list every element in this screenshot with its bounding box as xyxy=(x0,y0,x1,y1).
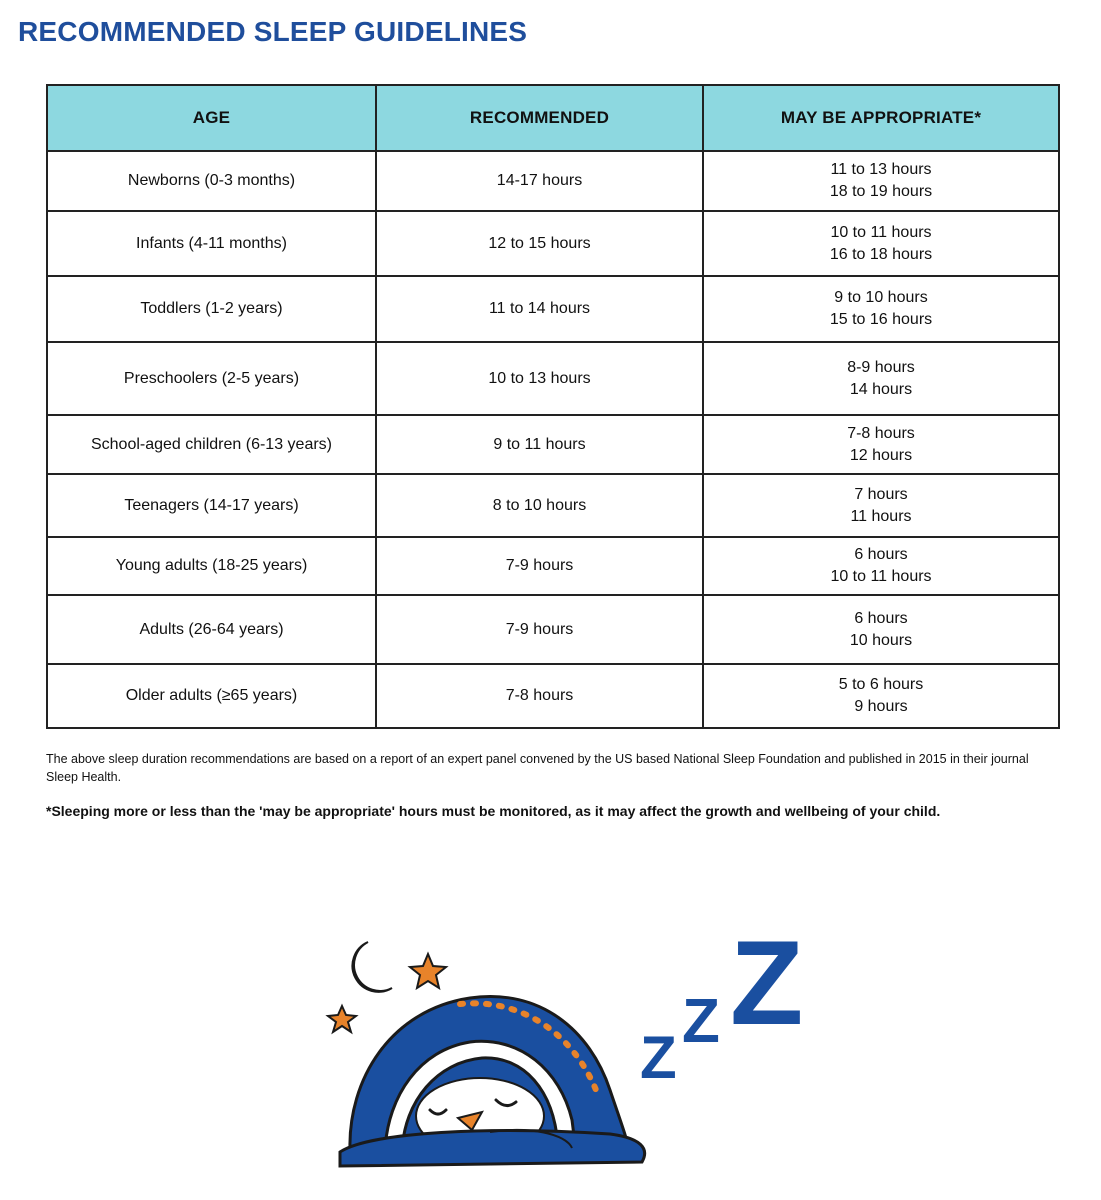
appropriate-cell xyxy=(703,342,1059,415)
appropriate-low: 7-8 hours xyxy=(847,424,915,442)
table-row xyxy=(47,211,1059,276)
table-row xyxy=(47,415,1059,474)
table-row xyxy=(47,474,1059,537)
table-row xyxy=(47,537,1059,595)
appropriate-cell xyxy=(703,415,1059,474)
star-icon xyxy=(328,1006,356,1032)
appropriate-high: 10 to 11 hours xyxy=(830,568,932,585)
age-cell: Teenagers (14-17 years) xyxy=(47,474,376,537)
recommended-cell: 7-9 hours xyxy=(376,537,703,595)
age-cell: Newborns (0-3 months) xyxy=(47,151,376,211)
age-cell: Young adults (18-25 years) xyxy=(47,537,376,595)
appropriate-low: 9 to 10 hours xyxy=(834,289,928,306)
appropriate-low: 5 to 6 hours xyxy=(838,676,924,693)
appropriate-high: 15 to 16 hours xyxy=(829,311,933,328)
recommended-cell: 8 to 10 hours xyxy=(376,474,703,537)
appropriate-cell xyxy=(703,276,1059,342)
recommended-cell: 12 to 15 hours xyxy=(376,211,703,276)
table-header-row xyxy=(47,85,1059,151)
table-row xyxy=(47,664,1059,728)
appropriate-cell xyxy=(703,151,1059,211)
recommended-cell: 7-9 hours xyxy=(376,595,703,664)
source-note: The above sleep duration recommendations are based on a report of an expert panel convened by the US based National Sleep Foundation and published in 2015 in their journal Sleep Health. xyxy=(46,752,1029,784)
appropriate-low: 6 hours xyxy=(854,609,908,627)
recommended-cell: 10 to 13 hours xyxy=(376,342,703,415)
moon-icon xyxy=(352,942,392,992)
sleeping-penguin-illustration xyxy=(310,920,830,1180)
appropriate-cell xyxy=(703,537,1059,595)
age-cell: Preschoolers (2-5 years) xyxy=(47,342,376,415)
appropriate-high: 14 hours xyxy=(849,380,913,398)
appropriate-cell xyxy=(703,595,1059,664)
star-icon xyxy=(410,954,446,988)
appropriate-low: 10 to 11 hours xyxy=(830,223,932,241)
page-title: RECOMMENDED SLEEP GUIDELINES xyxy=(18,16,528,47)
z-small: Z xyxy=(640,1024,677,1091)
monitoring-note: *Sleeping more or less than the 'may be appropriate' hours must be monitored, as it may affect the growth and wellbeing of your child. xyxy=(46,803,941,819)
age-cell: Infants (4-11 months) xyxy=(47,211,376,276)
table-row xyxy=(47,342,1059,415)
table-row xyxy=(47,276,1059,342)
appropriate-cell xyxy=(703,211,1059,276)
sleep-guidelines-table xyxy=(46,84,1060,729)
appropriate-cell xyxy=(703,474,1059,537)
table-row xyxy=(47,151,1059,211)
z-large: Z xyxy=(730,920,804,1050)
recommended-cell: 14-17 hours xyxy=(376,151,703,211)
appropriate-high: 11 hours xyxy=(850,507,912,525)
appropriate-high: 16 to 18 hours xyxy=(829,245,933,263)
appropriate-low: 11 to 13 hours xyxy=(830,161,932,178)
appropriate-high: 10 hours xyxy=(849,631,913,649)
header-may-be-appropriate: MAY BE APPROPRIATE* xyxy=(703,85,1059,151)
appropriate-low: 6 hours xyxy=(854,546,908,563)
age-cell: School-aged children (6-13 years) xyxy=(47,415,376,474)
appropriate-low: 8-9 hours xyxy=(847,358,915,376)
age-cell: Older adults (≥65 years) xyxy=(47,664,376,728)
appropriate-high: 12 hours xyxy=(849,446,913,464)
age-cell: Toddlers (1-2 years) xyxy=(47,276,376,342)
header-age: AGE xyxy=(47,85,376,151)
recommended-cell: 9 to 11 hours xyxy=(376,415,703,474)
appropriate-low: 7 hours xyxy=(854,485,908,503)
appropriate-high: 18 to 19 hours xyxy=(829,183,933,200)
appropriate-cell xyxy=(703,664,1059,728)
recommended-cell: 11 to 14 hours xyxy=(376,276,703,342)
z-medium: Z xyxy=(682,987,720,1056)
header-recommended: RECOMMENDED xyxy=(376,85,703,151)
appropriate-high: 9 hours xyxy=(854,698,908,715)
recommended-cell: 7-8 hours xyxy=(376,664,703,728)
age-cell: Adults (26-64 years) xyxy=(47,595,376,664)
table-row xyxy=(47,595,1059,664)
